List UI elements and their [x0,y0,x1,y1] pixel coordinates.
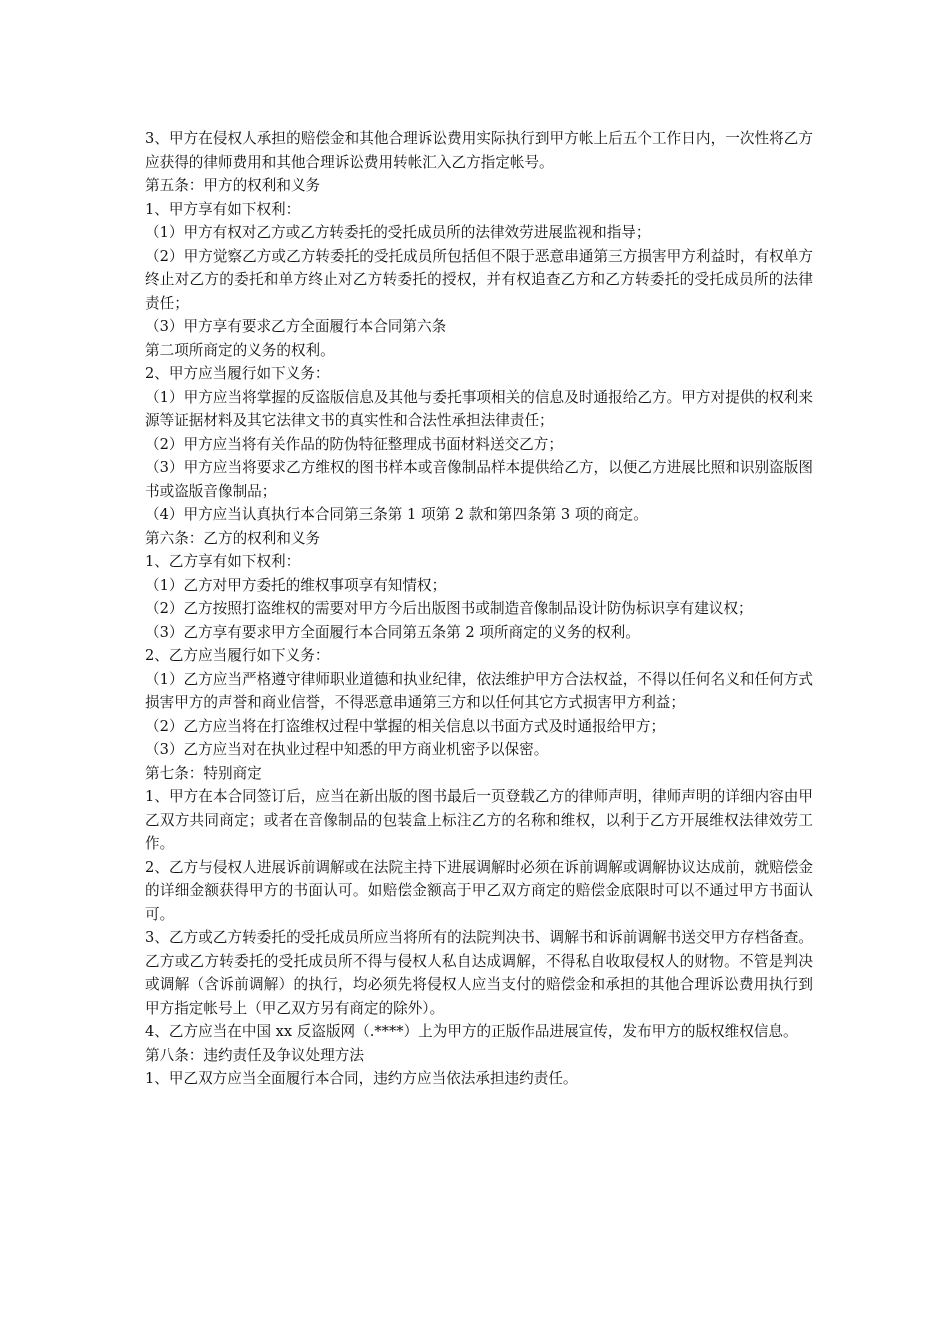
paragraph: （2）甲方觉察乙方或乙方转委托的受托成员所包括但不限于恶意串通第三方损害甲方利益时，有权单方终止对乙方的委托和单方终止对乙方转委托的授权，并有权追查乙方和乙方转委托的受托成员所的法律责任； [145,247,813,312]
paragraph: 1、乙方享有如下权利： [145,553,301,570]
document-body [145,127,813,1091]
paragraph: （1）甲方有权对乙方或乙方转委托的受托成员所的法律效劳进展监视和指导； [145,224,651,241]
paragraph: 1、甲方享有如下权利： [145,200,301,218]
paragraph: 3、乙方或乙方转委托的受托成员所应当将所有的法院判决书、调解书和诉前调解书送交甲方存档备查。乙方或乙方转委托的受托成员所不得与侵权人私自达成调解，不得私自收取侵权人的财物。不管是判决或调解（含诉前调解）的执行，均必须先将侵权人应当支付的赔偿金和承担的其他合理诉讼费用执行到甲方指定帐号上（甲乙双方另有商定的除外）。 [145,929,813,1017]
section-heading: 第七条：特别商定 [145,764,262,782]
paragraph: 2、乙方应当履行如下义务： [145,647,330,664]
section-heading: 第五条：甲方的权利和义务 [145,177,321,194]
paragraph: （3）乙方应当对在执业过程中知悉的甲方商业机密予以保密。 [145,741,549,758]
paragraph: （2）乙方应当将在打盗维权过程中掌握的相关信息以书面方式及时通报给甲方； [145,717,666,735]
paragraph: （1）甲方应当将掌握的反盗版信息及其他与委托事项相关的信息及时通报给乙方。甲方对提供的权利来源等证据材料及其它法律文书的真实性和合法性承担法律责任； [145,388,813,429]
paragraph: 2、甲方应当履行如下义务： [145,365,330,382]
section-heading: 第六条：乙方的权利和义务 [145,529,321,547]
paragraph: （2）甲方应当将有关作品的防伪特征整理成书面材料送交乙方； [145,435,563,453]
paragraph: （3）乙方享有要求甲方全面履行本合同第五条第 2 项所商定的义务的权利。 [145,623,640,641]
paragraph: 3、甲方在侵权人承担的赔偿金和其他合理诉讼费用实际执行到甲方帐上后五个工作日内，一次性将乙方应获得的律师费用和其他合理诉讼费用转帐汇入乙方指定帐号。 [145,130,813,171]
paragraph: （3）甲方享有要求乙方全面履行本合同第六条 [145,318,447,335]
section-heading: 第八条：违约责任及争议处理方法 [145,1046,364,1064]
paragraph: 第二项所商定的义务的权利。 [145,341,335,359]
paragraph: 1、甲方在本合同签订后，应当在新出版的图书最后一页登载乙方的律师声明，律师声明的详细内容由甲乙双方共同商定；或者在音像制品的包装盒上标注乙方的名称和维权，以利于乙方开展维权法律效劳工作。 [145,788,813,852]
paragraph: 4、乙方应当在中国 xx 反盗版网（.****）上为甲方的正版作品进展宣传，发布甲方的版权维权信息。 [145,1023,798,1040]
paragraph: （2）乙方按照打盗维权的需要对甲方今后出版图书或制造音像制品设计防伪标识享有建议权； [145,600,753,617]
paragraph: 2、乙方与侵权人进展诉前调解或在法院主持下进展调解时必须在诉前调解或调解协议达成前，就赔偿金的详细金额获得甲方的书面认可。如赔偿金额高于甲乙双方商定的赔偿金底限时可以不通过甲方书面认可。 [145,858,813,923]
paragraph: （4）甲方应当认真执行本合同第三条第 1 项第 2 款和第四条第 3 项的商定。 [145,506,648,523]
paragraph: （1）乙方对甲方委托的维权事项享有知情权； [145,576,447,594]
paragraph: 1、甲乙双方应当全面履行本合同，违约方应当依法承担违约责任。 [145,1070,578,1087]
paragraph: （3）甲方应当将要求乙方维权的图书样本或音像制品样本提供给乙方，以便乙方进展比照和识别盗版图书或盗版音像制品； [145,459,813,500]
paragraph: （1）乙方应当严格遵守律师职业道德和执业纪律，依法维护甲方合法权益，不得以任何名义和任何方式损害甲方的声誉和商业信誉，不得恶意串通第三方和以任何其它方式损害甲方利益； [145,670,813,711]
